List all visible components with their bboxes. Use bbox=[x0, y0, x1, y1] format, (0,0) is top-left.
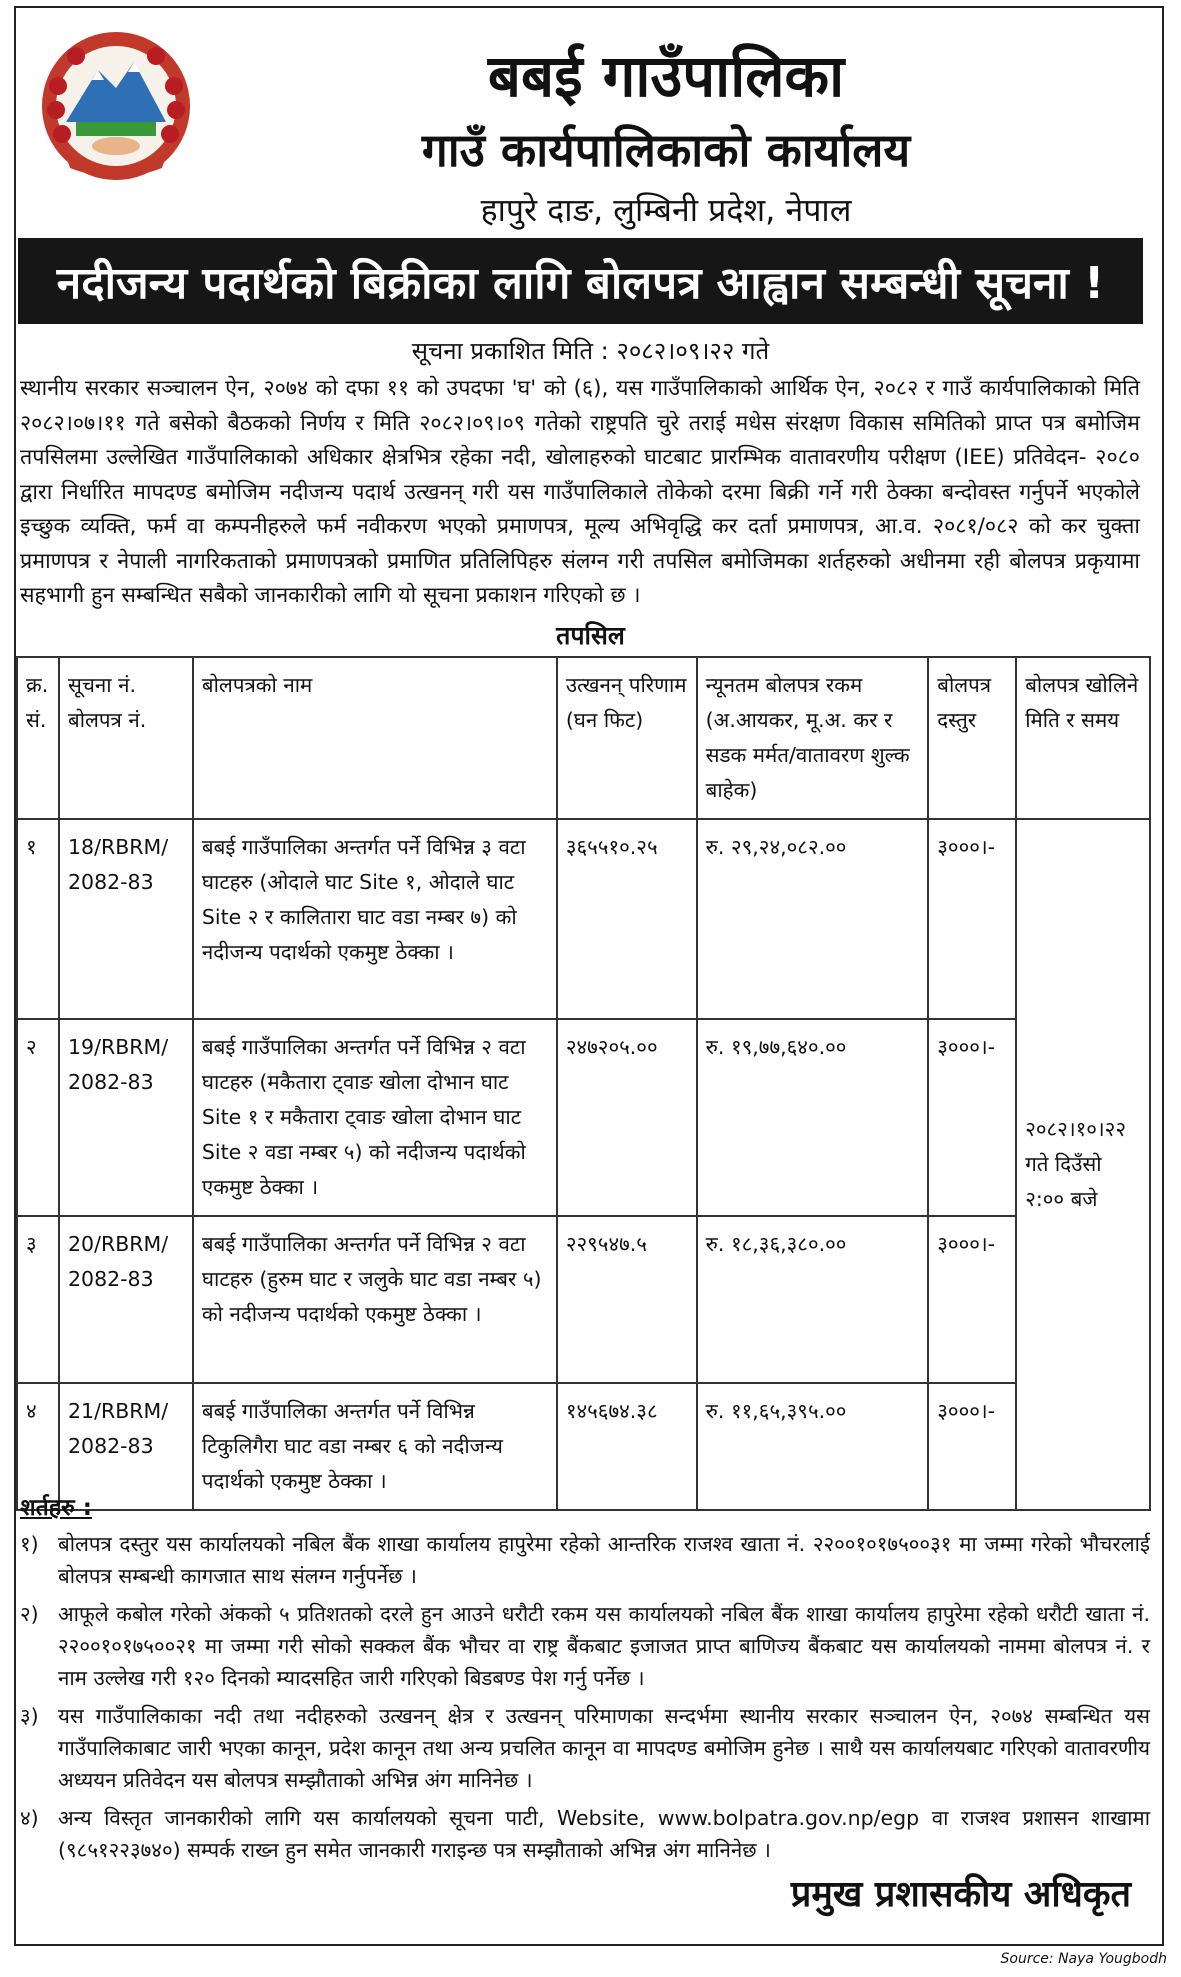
cell-min-amount: रु. १८,३६,३८०.०० bbox=[697, 1216, 929, 1383]
header-min-amount: न्यूनतम बोलपत्र रकम (अ.आयकर, मू.अ. कर र सडक मर्मत/वातावरण शुल्क बाहेक) bbox=[697, 657, 929, 819]
cell-sn: २ bbox=[17, 1019, 59, 1216]
condition-item bbox=[20, 1528, 1150, 1592]
condition-item bbox=[20, 1802, 1150, 1866]
cell-sn: ३ bbox=[17, 1216, 59, 1383]
office-address: हापुरे दाङ, लुम्बिनी प्रदेश, नेपाल bbox=[480, 191, 852, 229]
condition-item bbox=[20, 1700, 1150, 1796]
header-sn: क्र. सं. bbox=[17, 657, 59, 819]
published-date: सूचना प्रकाशित मिति : २०८२।०९।२२ गते bbox=[411, 337, 770, 365]
condition-text: अन्य विस्तृत जानकारीको लागि यस कार्यालयको सूचना पाटी, Website, www.bolpatra.gov.np/egp वा राजश्व प्रशासन शाखामा (९८५१२२३७४०) सम्पर्क राख्न हुन समेत जानकारी गराइन्छ पत्र सम्झौताको अभिन्न अंग मानिनेछ । bbox=[58, 1806, 1150, 1862]
cell-sn: १ bbox=[17, 819, 59, 1019]
cell-notice-no: 20/RBRM/ 2082-83 bbox=[59, 1216, 193, 1383]
cell-name: बबई गाउँपालिका अन्तर्गत पर्ने विभिन्न २ वटा घाटहरु (मकैतारा ट्वाङ खोला दोभान घाट Site १ र मकैतारा ट्वाङ खोला दोभान घाट Site २ वडा नम्बर ५) को नदीजन्य पदार्थको एकमुष्ट ठेक्का । bbox=[193, 1019, 557, 1216]
table-header-row bbox=[17, 657, 1150, 819]
office-name: गाउँ कार्यपालिकाको कार्यालय bbox=[421, 123, 911, 177]
cell-sn: ४ bbox=[17, 1383, 59, 1510]
header-opening: बोलपत्र खोलिने मिति र समय bbox=[1016, 657, 1150, 819]
condition-text: आफूले कबोल गरेको अंकको ५ प्रतिशतको दरले हुन आउने धरौटी रकम यस कार्यालयको नबिल बैंक शाखा कार्यालय हापुरेमा रहेको धरौटी खाता नं. २२००१०१७५००२१ मा जम्मा गरी सोको सक्कल बैंक भौचर वा राष्ट्र बैंकबाट इजाजत प्राप्त बाणिज्य बैंकबाट यस कार्यालयको नाममा बोलपत्र नं. र नाम उल्लेख गरी १२० दिनको म्यादसहित जारी गरिएको बिडबण्ड पेश गर्नु पर्नेछ । bbox=[58, 1602, 1150, 1690]
notice-title: नदीजन्य पदार्थको बिक्रीका लागि बोलपत्र आह्वान सम्बन्धी सूचना ! bbox=[18, 238, 1143, 324]
condition-number: ४) bbox=[20, 1806, 39, 1830]
signature: प्रमुख प्रशासकीय अधिकृत bbox=[790, 1874, 1131, 1915]
cell-min-amount: रु. २९,२४,०८२.०० bbox=[697, 819, 929, 1019]
cell-name: बबई गाउँपालिका अन्तर्गत पर्ने विभिन्न २ वटा घाटहरु (हुरुम घाट र जलुके घाट वडा नम्बर ५) को नदीजन्य पदार्थको एकमुष्ट ठेक्का । bbox=[193, 1216, 557, 1383]
condition-number: १) bbox=[20, 1532, 39, 1556]
cell-quantity: २४७२०५.०० bbox=[557, 1019, 697, 1216]
header-fee: बोलपत्र दस्तुर bbox=[928, 657, 1016, 819]
org-name: बबई गाउँपालिका bbox=[487, 42, 845, 110]
conditions-section bbox=[20, 1490, 1150, 1872]
cell-fee: ३०००।- bbox=[928, 1019, 1016, 1216]
table-row bbox=[17, 1216, 1150, 1383]
header-quantity: उत्खनन् परिणाम (घन फिट) bbox=[557, 657, 697, 819]
condition-item bbox=[20, 1598, 1150, 1694]
cell-name: बबई गाउँपालिका अन्तर्गत पर्ने विभिन्न टिकुलिगैरा घाट वडा नम्बर ६ को नदीजन्य पदार्थको एकमुष्ट ठेक्का । bbox=[193, 1383, 557, 1510]
cell-quantity: २२९५४७.५ bbox=[557, 1216, 697, 1383]
nepal-government-emblem-icon bbox=[36, 26, 196, 186]
cell-fee: ३०००।- bbox=[928, 819, 1016, 1019]
condition-text: यस गाउँपालिकाका नदी तथा नदीहरुको उत्खनन् क्षेत्र र उत्खनन् परिमाणका सन्दर्भमा स्थानीय सरकार सञ्चालन ऐन, २०७४ सम्बन्धित यस गाउँपालिकाबाट जारी भएका कानून, प्रदेश कानून तथा अन्य प्रचलित कानून वा मापदण्ड बमोजिम हुनेछ । साथै यस कार्यालयबाट गरिएको वातावरणीय अध्ययन प्रतिवेदन यस बोलपत्र सम्झौताको अभिन्न अंग मानिनेछ । bbox=[58, 1704, 1150, 1792]
conditions-title: शर्तहरु : bbox=[20, 1495, 92, 1521]
tender-table bbox=[16, 656, 1151, 1511]
cell-quantity: १४५६७४.३८ bbox=[557, 1383, 697, 1510]
cell-quantity: ३६५५१०.२५ bbox=[557, 819, 697, 1019]
header-name: बोलपत्रको नाम bbox=[193, 657, 557, 819]
cell-fee: ३०००।- bbox=[928, 1216, 1016, 1383]
cell-notice-no: 18/RBRM/ 2082-83 bbox=[59, 819, 193, 1019]
cell-min-amount: रु. ११,६५,३९५.०० bbox=[697, 1383, 929, 1510]
table-row bbox=[17, 819, 1150, 1019]
cell-opening-time: २०८२।१०।२२ गते दिउँसो २:०० बजे bbox=[1016, 819, 1150, 1510]
condition-number: २) bbox=[20, 1602, 39, 1626]
cell-min-amount: रु. १९,७७,६४०.०० bbox=[697, 1019, 929, 1216]
condition-number: ३) bbox=[20, 1704, 39, 1728]
source-credit: Source: Naya Yougbodh bbox=[1000, 1951, 1167, 1967]
table-row bbox=[17, 1019, 1150, 1216]
header-notice-no: सूचना नं. बोलपत्र नं. bbox=[59, 657, 193, 819]
table-caption: तपसिल bbox=[556, 621, 625, 650]
cell-notice-no: 19/RBRM/ 2082-83 bbox=[59, 1019, 193, 1216]
cell-fee: ३०००।- bbox=[928, 1383, 1016, 1510]
intro-paragraph: स्थानीय सरकार सञ्चालन ऐन, २०७४ को दफा ११ को उपदफा 'घ' को (६), यस गाउँपालिकाको आर्थिक ऐन, २०८२ र गाउँ कार्यपालिकाको मिति २०८२।०७।११ गते बसेको बैठकको निर्णय र मिति २०८२।०९।०९ गतेको राष्ट्रपति चुरे तराई मधेस संरक्षण विकास समितिको प्राप्त पत्र बमोजिम तपसिलमा उल्लेखित गाउँपालिकाको अधिकार क्षेत्रभित्र रहेका नदी, खोलाहरुको घाटबाट प्रारम्भिक वातावरणीय परीक्षण (IEE) प्रतिवेदन- २०८० द्वारा निर्धारित मापदण्ड बमोजिम नदीजन्य पदार्थ उत्खनन् गरी यस गाउँपालिकाले तोकेको दरमा बिक्री गर्ने गरी ठेक्का बन्दोवस्त गर्नुपर्ने भएकोले इच्छुक व्यक्ति, फर्म वा कम्पनीहरुले फर्म नवीकरण भएको प्रमाणपत्र, मूल्य अभिवृद्धि कर दर्ता प्रमाणपत्र, आ.व. २०८१/०८२ को कर चुक्ता प्रमाणपत्र र नेपाली नागरिकताको प्रमाणपत्रको प्रमाणित प्रतिलिपिहरु संलग्न गरी तपसिल बमोजिमका शर्तहरुको अधीनमा रही बोलपत्र प्रकृयामा सहभागी हुन सम्बन्धित सबैको जानकारीको लागि यो सूचना प्रकाशन गरिएको छ । bbox=[20, 376, 1140, 608]
condition-text: बोलपत्र दस्तुर यस कार्यालयको नबिल बैंक शाखा कार्यालय हापुरेमा रहेको आन्तरिक राजश्व खाता नं. २२००१०१७५००३१ मा जम्मा गरेको भौचरलाई बोलपत्र सम्बन्धी कागजात साथ संलग्न गर्नुपर्नेछ । bbox=[58, 1532, 1150, 1588]
cell-name: बबई गाउँपालिका अन्तर्गत पर्ने विभिन्न ३ वटा घाटहरु (ओदाले घाट Site १, ओदाले घाट Site २ र कालितारा घाट वडा नम्बर ७) को नदीजन्य पदार्थको एकमुष्ट ठेक्का । bbox=[193, 819, 557, 1019]
cell-notice-no: 21/RBRM/ 2082-83 bbox=[59, 1383, 193, 1510]
